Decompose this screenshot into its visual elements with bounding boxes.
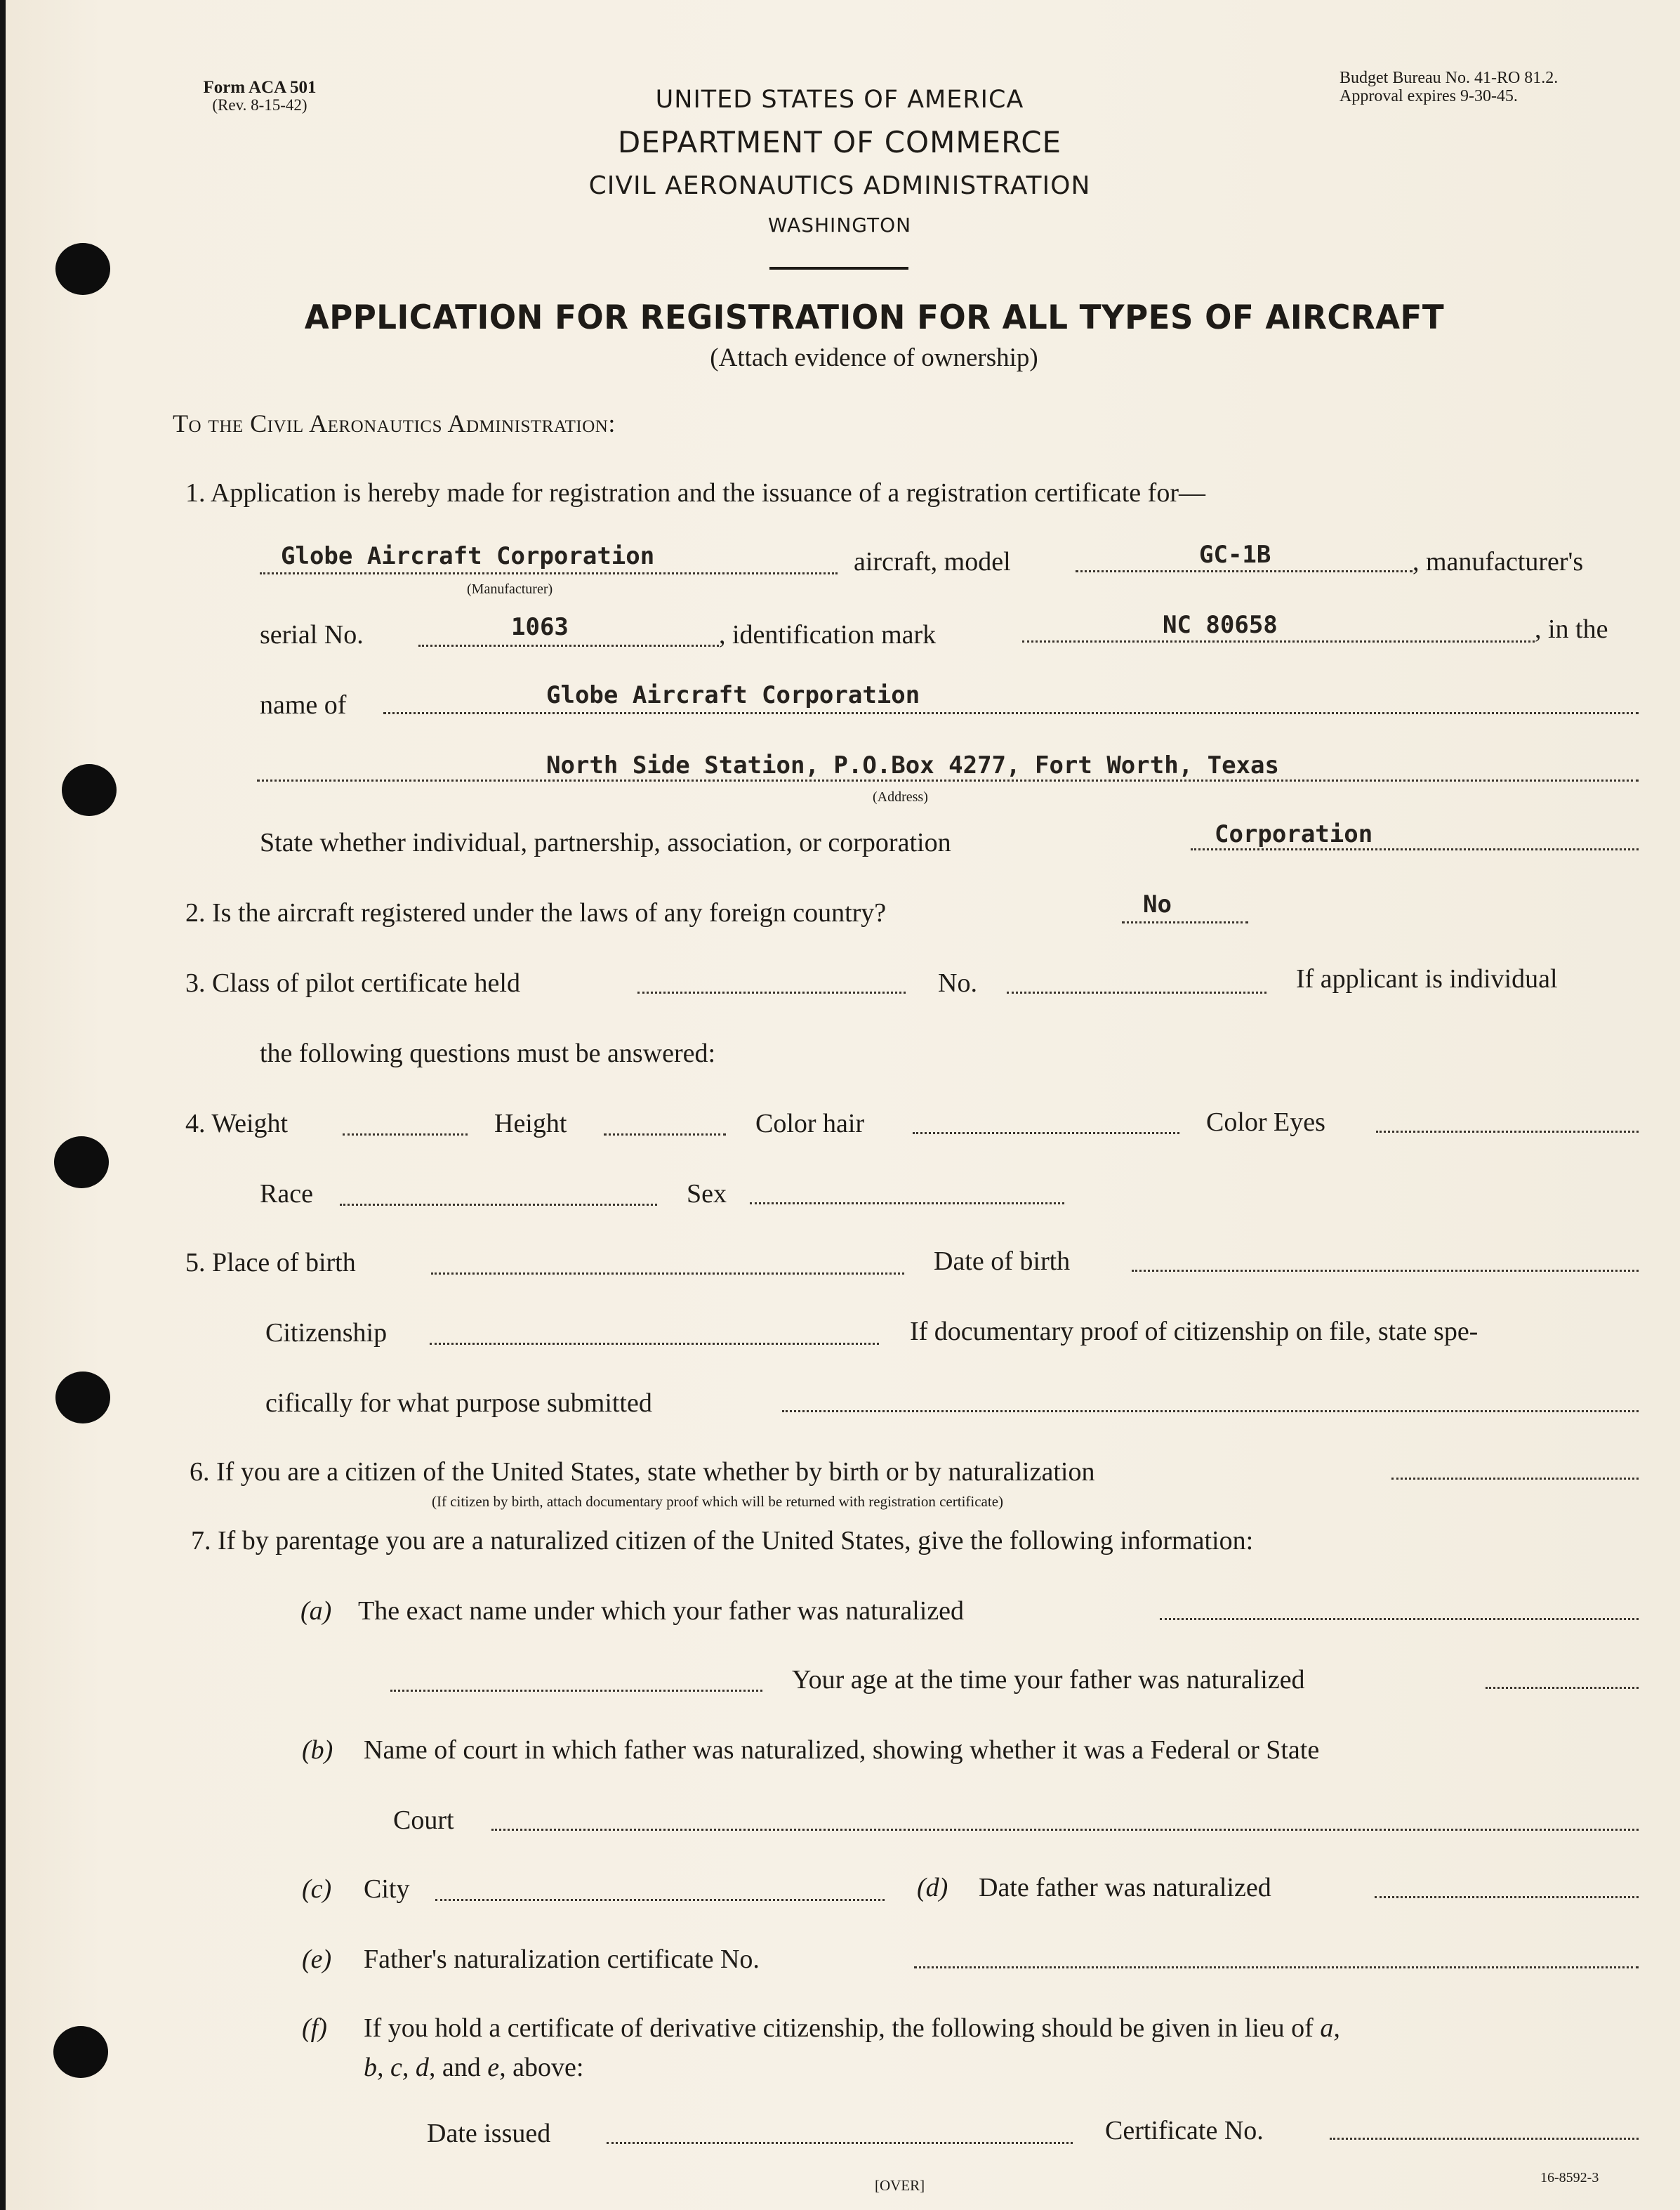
- identification-label: , identification mark: [719, 620, 937, 650]
- item-f-label: [364, 2013, 1340, 2044]
- item-f-letter-a: a,: [1320, 2013, 1340, 2043]
- citizenship-field-line: [430, 1343, 879, 1345]
- name-of-label: name of: [260, 690, 347, 720]
- certificate-no-field-line: [1330, 2138, 1639, 2140]
- punch-hole-icon: [55, 1372, 110, 1423]
- form-revision: (Rev. 8-15-42): [212, 96, 307, 114]
- sex-label: Sex: [687, 1179, 727, 1209]
- manufacturer-caption: (Manufacturer): [467, 581, 553, 597]
- height-field-line: [604, 1133, 726, 1136]
- father-name-continued-field-line: [390, 1690, 762, 1692]
- address-field-line: [257, 780, 1639, 782]
- proof-label-line2: cifically for what purpose submitted: [265, 1388, 652, 1418]
- identification-field-line: [1022, 640, 1535, 643]
- foreign-registration-field[interactable]: No: [1143, 890, 1172, 919]
- hair-color-label: Color hair: [755, 1109, 865, 1138]
- certificate-no-label: Certificate No.: [1105, 2116, 1264, 2145]
- punch-hole-icon: [55, 243, 110, 295]
- citizenship-label: Citizenship: [265, 1318, 388, 1348]
- in-the-label: , in the: [1535, 614, 1608, 644]
- citizenship-basis-field-line: [1391, 1478, 1639, 1480]
- agency-city: WASHINGTON: [767, 213, 912, 237]
- serial-field[interactable]: 1063: [511, 613, 569, 641]
- weight-field-line: [343, 1133, 468, 1136]
- section7-intro: 7. If by parentage you are a naturalized citizen of the United States, give the following information:: [191, 1526, 1254, 1555]
- manufacturer-field[interactable]: Globe Aircraft Corporation: [281, 542, 655, 570]
- item-a-marker: (a): [300, 1596, 332, 1626]
- place-of-birth-field-line: [431, 1272, 904, 1275]
- date-issued-field-line: [607, 2142, 1073, 2144]
- aircraft-model-label: aircraft, model: [854, 547, 1011, 577]
- section2-label: 2. Is the aircraft registered under the laws of any foreign country?: [185, 898, 887, 928]
- punch-hole-icon: [62, 764, 117, 816]
- form-id-block: [165, 79, 355, 114]
- eye-color-field-line: [1376, 1131, 1639, 1133]
- identification-mark-field[interactable]: NC 80658: [1163, 611, 1278, 639]
- form-number: Form ACA 501: [203, 78, 317, 97]
- item-f-letters: b, c, d,: [364, 2053, 436, 2082]
- eye-color-label: Color Eyes: [1206, 1107, 1325, 1137]
- print-code: 16-8592-3: [1540, 2170, 1599, 2185]
- model-field[interactable]: GC-1B: [1199, 541, 1271, 569]
- item-b-marker: (b): [302, 1735, 333, 1765]
- sex-field-line: [750, 1202, 1064, 1204]
- agency-administration: CIVIL AERONAUTICS ADMINISTRATION: [588, 171, 1091, 200]
- page-edge-shadow: [0, 0, 6, 2210]
- place-of-birth-label: 5. Place of birth: [185, 1248, 356, 1277]
- section6-note: (If citizen by birth, attach documentary proof which will be returned with registration certificate): [432, 1493, 1004, 1510]
- budget-block: [1340, 69, 1558, 105]
- entity-type-label: State whether individual, partnership, association, or corporation: [260, 828, 951, 857]
- court-field-line: [491, 1829, 1639, 1831]
- age-at-naturalization-label: Your age at the time your father was naturalized: [792, 1665, 1305, 1695]
- address-field[interactable]: North Side Station, P.O.Box 4277, Fort Worth, Texas: [546, 751, 1279, 780]
- model-field-line: [1076, 570, 1413, 572]
- approval-expiry: Approval expires 9-30-45.: [1340, 87, 1518, 105]
- pilot-class-field-line: [637, 992, 906, 994]
- punch-hole-icon: [54, 1136, 109, 1188]
- race-label: Race: [260, 1179, 313, 1209]
- pilot-no-field-line: [1007, 992, 1266, 994]
- budget-bureau-number: Budget Bureau No. 41-RO 81.2.: [1340, 69, 1559, 87]
- serial-field-line: [418, 645, 719, 647]
- section1-intro: 1. Application is hereby made for registration and the issuance of a registration certificate for—: [185, 478, 1205, 508]
- hair-color-field-line: [913, 1132, 1179, 1134]
- if-individual-label: If applicant is individual: [1296, 964, 1558, 994]
- header-divider: [769, 267, 908, 270]
- item-a-label: The exact name under which your father was naturalized: [358, 1596, 965, 1626]
- city-label: City: [364, 1874, 410, 1904]
- weight-label: 4. Weight: [185, 1109, 289, 1138]
- page-title: APPLICATION FOR REGISTRATION FOR ALL TYPES OF AIRCRAFT: [304, 298, 1445, 337]
- naturalization-certificate-field-line: [914, 1966, 1639, 1968]
- item-c-marker: (c): [302, 1874, 332, 1904]
- entity-type-field[interactable]: Corporation: [1215, 820, 1373, 848]
- father-name-field-line: [1160, 1618, 1639, 1620]
- page-subtitle: (Attach evidence of ownership): [710, 343, 1038, 372]
- salutation: To the Civil Aeronautics Administration:: [173, 409, 616, 438]
- age-at-naturalization-field-line: [1486, 1687, 1639, 1689]
- pilot-no-label: No.: [938, 968, 977, 998]
- date-naturalized-field-line: [1375, 1896, 1639, 1898]
- item-f-label-text: If you hold a certificate of derivative citizenship, the following should be given in lieu of: [364, 2013, 1314, 2043]
- proof-label-line1: If documentary proof of citizenship on file, state spe-: [910, 1317, 1479, 1346]
- owner-name-field[interactable]: Globe Aircraft Corporation: [546, 681, 920, 709]
- item-e-label: Father's naturalization certificate No.: [364, 1945, 760, 1974]
- item-f-letter-e: e,: [487, 2053, 506, 2082]
- item-f-above: above:: [512, 2053, 584, 2082]
- city-field-line: [435, 1899, 885, 1901]
- race-field-line: [340, 1204, 657, 1206]
- agency-country: UNITED STATES OF AMERICA: [655, 86, 1024, 114]
- entity-type-field-line: [1191, 848, 1639, 850]
- height-label: Height: [494, 1109, 567, 1138]
- date-of-birth-label: Date of birth: [934, 1247, 1071, 1276]
- item-f-label-line2: [364, 2052, 583, 2083]
- manufacturer-field-line: [260, 572, 838, 574]
- owner-name-field-line: [383, 712, 1639, 714]
- punch-hole-icon: [53, 2026, 108, 2078]
- item-e-marker: (e): [302, 1945, 332, 1974]
- court-label: Court: [393, 1806, 454, 1835]
- date-issued-label: Date issued: [427, 2119, 551, 2148]
- serial-label: serial No.: [260, 620, 364, 650]
- over-indicator: [OVER]: [875, 2177, 925, 2194]
- address-caption: (Address): [873, 789, 928, 805]
- section6-label: 6. If you are a citizen of the United States, state whether by birth or by naturalization: [190, 1457, 1095, 1487]
- proof-purpose-field-line: [782, 1410, 1639, 1412]
- item-d-marker: (d): [917, 1873, 948, 1902]
- date-naturalized-label: Date father was naturalized: [979, 1873, 1271, 1902]
- agency-department: DEPARTMENT OF COMMERCE: [617, 125, 1062, 159]
- foreign-registration-field-line: [1122, 921, 1248, 923]
- item-b-label: Name of court in which father was naturalized, showing whether it was a Federal or State: [364, 1735, 1320, 1765]
- date-of-birth-field-line: [1132, 1270, 1639, 1272]
- section3-label: 3. Class of pilot certificate held: [185, 968, 520, 998]
- item-f-marker: (f): [302, 2013, 327, 2043]
- item-f-and: and: [442, 2053, 481, 2082]
- section3-continuation: the following questions must be answered:: [260, 1039, 716, 1068]
- manufacturers-label: , manufacturer's: [1413, 547, 1584, 577]
